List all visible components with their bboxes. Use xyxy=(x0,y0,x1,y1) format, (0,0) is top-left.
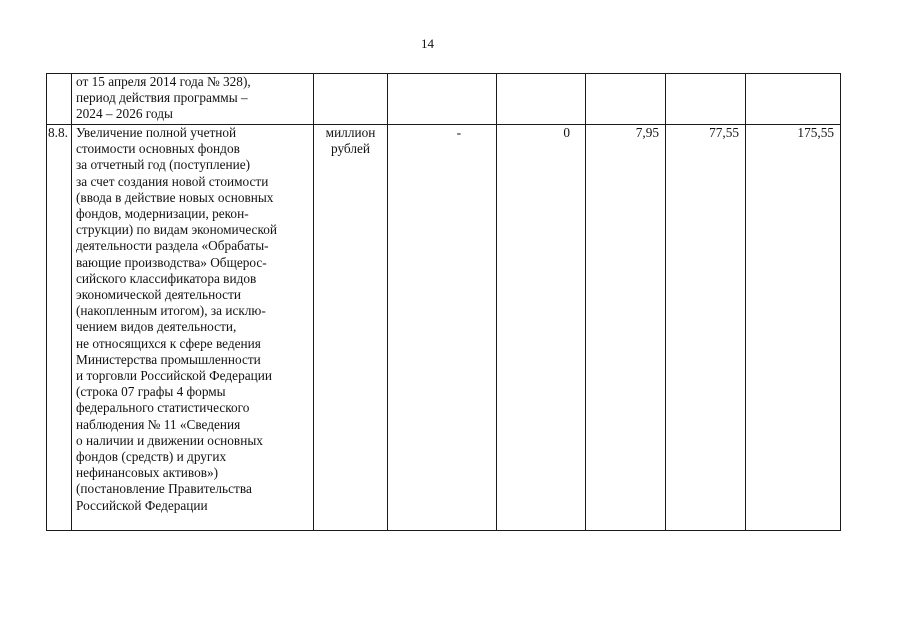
indicator-name-line: не относящихся к сфере ведения xyxy=(76,335,261,351)
table-row xyxy=(47,125,841,531)
indicator-name-line: наблюдения № 11 «Сведения xyxy=(76,416,241,432)
unit-cell xyxy=(314,125,388,531)
value-cell xyxy=(746,74,841,125)
indicator-name-line: от 15 апреля 2014 года № 328), xyxy=(76,74,251,89)
indicator-name-cell xyxy=(72,125,314,531)
indicator-name-line: (строка 07 графы 4 формы xyxy=(76,384,226,400)
indicator-name-line: о наличии и движении основных xyxy=(76,432,263,448)
indicator-name-line: сийского классификатора видов xyxy=(76,270,257,286)
unit-line: миллион xyxy=(325,125,376,140)
indicator-name-line: экономической деятельности xyxy=(76,287,241,303)
value-cell: 7,95 xyxy=(586,125,666,531)
indicator-name-line: период действия программы – xyxy=(76,90,248,106)
page-number: 14 xyxy=(421,36,434,51)
value-cell: - xyxy=(388,125,497,531)
indicator-name-line: фондов, модернизации, рекон- xyxy=(76,206,249,222)
indicator-name-line: фондов (средств) и других xyxy=(76,449,227,465)
unit-line: рублей xyxy=(330,141,371,157)
indicator-name-line: чением видов деятельности, xyxy=(76,319,237,335)
indicator-name-line: вающие производства» Общерос- xyxy=(76,254,267,270)
row-number-cell xyxy=(47,74,72,125)
table-row xyxy=(47,74,841,125)
indicator-name-line: и торговли Российской Федерации xyxy=(76,368,272,384)
indicator-name-line: струкции) по видам экономической xyxy=(76,222,277,238)
indicator-name-line: (ввода в действие новых основных xyxy=(76,189,274,205)
value-cell xyxy=(666,74,746,125)
indicator-name-line: Российской Федерации xyxy=(76,497,208,513)
indicator-name-cell xyxy=(72,74,314,125)
indicator-name-line: (накопленным итогом), за исклю- xyxy=(76,303,266,319)
unit-cell xyxy=(314,74,388,125)
indicator-name-line: деятельности раздела «Обрабаты- xyxy=(76,238,269,254)
value-cell: 0 xyxy=(497,125,586,531)
indicator-name-line: за счет создания новой стоимости xyxy=(76,173,269,189)
indicator-name-line: за отчетный год (поступление) xyxy=(76,157,251,173)
indicator-name-line: нефинансовых активов») xyxy=(76,465,219,481)
indicator-name-line: Министерства промышленности xyxy=(76,351,261,367)
indicator-name-line: федерального статистического xyxy=(76,400,250,416)
value-cell: 77,55 xyxy=(666,125,746,531)
row-number-cell: 8.8. xyxy=(47,125,72,531)
value-cell xyxy=(388,74,497,125)
indicator-name-line: стоимости основных фондов xyxy=(76,141,240,157)
value-cell: 175,55 xyxy=(746,125,841,531)
indicator-name-line: Увеличение полной учетной xyxy=(76,125,237,140)
value-cell xyxy=(497,74,586,125)
indicator-name-line: (постановление Правительства xyxy=(76,481,252,497)
indicators-table xyxy=(46,73,841,531)
value-cell xyxy=(586,74,666,125)
indicator-name-line: 2024 – 2026 годы xyxy=(76,106,173,122)
